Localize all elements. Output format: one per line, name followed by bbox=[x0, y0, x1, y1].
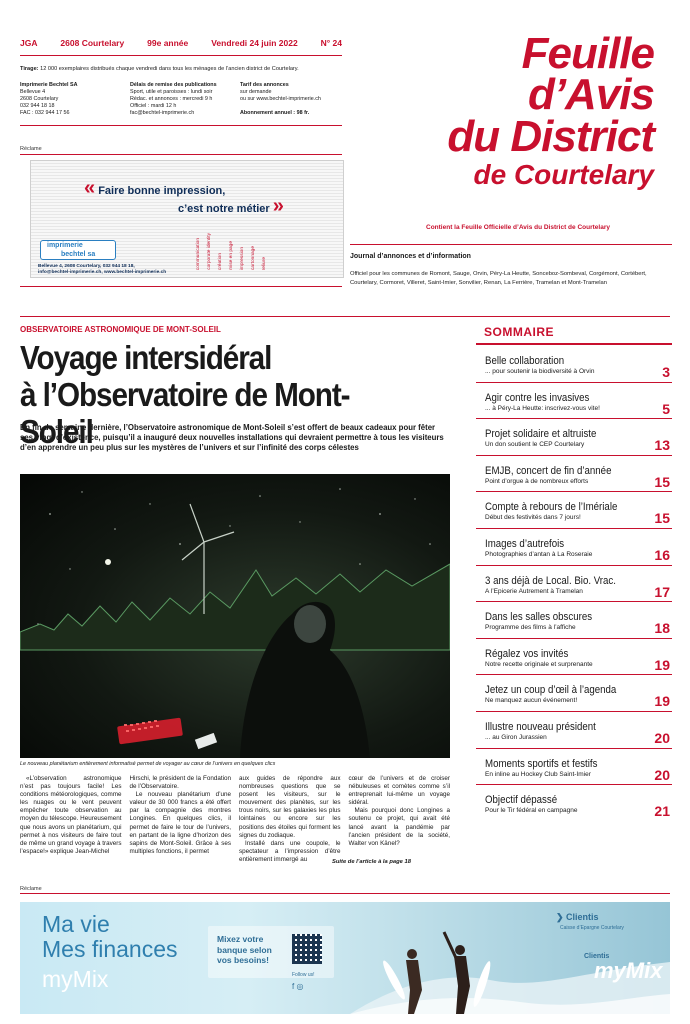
clientis-arrow-icon: ❯ bbox=[556, 912, 567, 922]
moon-icon bbox=[105, 559, 111, 565]
reclame-divider bbox=[20, 154, 342, 155]
article-paragraph: Le nouveau planétarium d’une valeur de 30 000 francs a été offert par la compagnie des montres Longines. En quelques clics, il permet de faire le tour de l’univers, en partant de la ligne d’horizon des sapins de Mont-Soleil. Grâce à ses multiples fonctions, il permet bbox=[129, 791, 231, 855]
sommaire-item[interactable]: 3 ans déjà de Local. Bio. Vrac. A l’Epicerie Autrement à Tramelan 17 bbox=[476, 566, 672, 603]
delais-line: Rédac. et annonces : mercredi 9 h bbox=[130, 96, 213, 102]
article-body bbox=[20, 775, 450, 864]
ad-bottom-divider bbox=[20, 286, 342, 287]
meta-location: 2608 Courtelary bbox=[60, 38, 125, 48]
ad-slogan-line2: c’est notre métier » bbox=[178, 195, 284, 217]
page-number: 19 bbox=[654, 656, 670, 673]
page-number: 17 bbox=[654, 583, 670, 600]
mymix-logo: myMix bbox=[594, 958, 663, 983]
article-column-4 bbox=[349, 775, 451, 864]
bechtel-logo: imprimerie bechtel sa bbox=[40, 240, 116, 260]
reclame-label-bottom: Réclame bbox=[20, 886, 42, 892]
sommaire-item[interactable]: Images d’autrefois Photographies d’antan à La Roseraie 16 bbox=[476, 529, 672, 566]
sommaire-item[interactable]: Objectif dépassé Pour le Tir fédéral en campagne 21 bbox=[485, 794, 670, 820]
issue-meta-bar bbox=[20, 38, 342, 56]
page-number: 21 bbox=[654, 803, 670, 820]
article-paragraph: cœur de l’univers et de croiser nébuleuses et comètes comme s’il entreprenait lui-même un voyage sidéral. bbox=[348, 775, 450, 807]
article-paragraph: Installé dans une coupole, le spectateur a l’impression d’être entièrement immergé au bbox=[239, 839, 341, 863]
page-number: 13 bbox=[654, 437, 670, 454]
article-paragraph: Hirschi, le président de la Fondation de l’Observatoire. bbox=[129, 775, 231, 791]
sommaire-item[interactable]: Compte à rebours de l’Imériale Début des festivités dans 7 jours! 15 bbox=[476, 492, 672, 529]
masthead-divider bbox=[350, 244, 672, 245]
masthead-line1: Feuille bbox=[521, 29, 654, 78]
sommaire-item[interactable]: Agir contre les invasives ... à Péry-La Heutte: inscrivez-vous vite! 5 bbox=[476, 383, 672, 420]
article-kicker: OBSERVATOIRE ASTRONOMIQUE DE MONT-SOLEIL bbox=[20, 325, 221, 334]
newspaper-masthead[interactable] bbox=[447, 29, 654, 190]
service-label: reliure bbox=[262, 256, 267, 270]
journal-tagline: Journal d’annonces et d’information bbox=[350, 253, 471, 260]
tarif-block bbox=[240, 82, 342, 117]
service-label: mise en page bbox=[229, 241, 234, 270]
delais-email[interactable]: fac@bechtel-imprimerie.ch bbox=[130, 110, 195, 116]
planetarium-photo bbox=[20, 474, 450, 758]
sommaire-item[interactable]: Belle collaboration ... pour soutenir la biodiversité à Orvin 3 bbox=[476, 346, 672, 383]
planetarium-illustration bbox=[20, 474, 450, 758]
publisher-info bbox=[20, 82, 342, 117]
ad-product-name: myMix bbox=[42, 966, 109, 992]
page-number: 3 bbox=[662, 364, 670, 380]
bottom-divider bbox=[20, 893, 670, 894]
sommaire-rule bbox=[476, 343, 672, 345]
social-icons[interactable]: f ◎ bbox=[292, 982, 304, 991]
imprimerie-line: Bellevue 4 bbox=[20, 89, 46, 95]
sommaire-title: SOMMAIRE bbox=[484, 325, 554, 339]
tarif-line: sur demande bbox=[240, 89, 272, 95]
circulation-note bbox=[20, 66, 342, 73]
quote-open-glyph: « bbox=[84, 177, 96, 199]
article-paragraph: aux guides de répondre aux nombreuses questions que se posent les visiteurs, sur le mouvement des planètes, sur les trous noirs, sur les galaxies les plus lointaines ou encore sur les positions des étoiles qui forment les signes du zodiaque. bbox=[239, 775, 341, 839]
section-divider bbox=[20, 316, 670, 317]
sommaire-item[interactable]: Illustre nouveau président ... au Giron Jurassien 20 bbox=[476, 712, 672, 749]
ad-callout-text: Mixez votre banque selon vos besoins! bbox=[217, 934, 272, 965]
page-number: 20 bbox=[654, 766, 670, 783]
abonnement-line: Abonnement annuel : 98 fr. bbox=[240, 110, 310, 116]
continued-link[interactable]: Suite de l’article à la page 18 bbox=[332, 859, 411, 865]
delais-line: Sport, utile et paroisses : lundi soir bbox=[130, 89, 213, 95]
ad-address: Bellevue 4, 2608 Courtelary, 032 944 18 18, info@bechtel-imprimerie.ch, www.bechtel-imprimerie.ch bbox=[38, 264, 167, 275]
sommaire-item[interactable]: Jetez un coup d’œil à l’agenda Ne manquez aucun événement! 19 bbox=[476, 675, 672, 712]
service-label: cartonnage bbox=[251, 245, 256, 270]
page-number: 16 bbox=[654, 546, 670, 563]
delais-title: Délais de remise des publications bbox=[130, 82, 217, 88]
page-number: 18 bbox=[654, 620, 670, 637]
clientis-small-logo: Clientis bbox=[584, 953, 610, 960]
reclame-label-top: Réclame bbox=[20, 146, 42, 152]
tarif-link[interactable]: ou sur www.bechtel-imprimerie.ch bbox=[240, 96, 321, 102]
sommaire-list bbox=[476, 346, 672, 822]
sommaire-item[interactable]: Régalez vos invités Notre recette originale et surprenante 19 bbox=[476, 639, 672, 676]
service-label: communication bbox=[196, 237, 201, 270]
masthead-line2: d’Avis bbox=[527, 70, 654, 119]
imprimerie-line: FAC : 032 944 17 56 bbox=[20, 110, 70, 116]
meta-code: JGA bbox=[20, 38, 38, 48]
meta-year: 99e année bbox=[147, 38, 189, 48]
ad-slogan-line1: « Faire bonne impression, bbox=[84, 177, 226, 199]
article-lede: En fin de semaine dernière, l’Observatoire astronomique de Mont-Soleil s’est offert de beaux cadeaux pour fêter ses vingt d’existence, puisqu’il a inauguré deux nouvelles installations qui devraient permettre à tous les visiteurs d’en apprendre un peu plus sur les mystères de l’univers et sur l’infinité des corps célestes bbox=[20, 423, 444, 452]
page-number: 15 bbox=[654, 473, 670, 490]
imprimerie-line: 032 944 18 18 bbox=[20, 103, 55, 109]
sommaire-item[interactable]: Projet solidaire et altruiste Un don soutient le CEP Courtelary 13 bbox=[476, 419, 672, 456]
header-divider bbox=[20, 125, 342, 126]
imprimerie-block bbox=[20, 82, 122, 117]
masthead-line4: de Courtelary bbox=[473, 159, 654, 190]
tarif-title: Tarif des annonces bbox=[240, 82, 289, 88]
service-label: corporate identity bbox=[207, 233, 212, 270]
page-number: 20 bbox=[654, 729, 670, 746]
follow-label: Follow us! bbox=[292, 972, 315, 978]
masthead-subtitle: Contient la Feuille Officielle d’Avis du District de Courtelary bbox=[426, 224, 610, 231]
page-number: 5 bbox=[662, 400, 670, 417]
meta-date: Vendredi 24 juin 2022 bbox=[211, 38, 298, 48]
quote-close-glyph: » bbox=[272, 195, 284, 217]
qr-code-icon[interactable] bbox=[292, 934, 322, 964]
article-paragraph: Mais pourquoi donc Longines a soutenu ce projet, qui avait été lancé avant la pandémie par l’ancien président de la société, Walter von Känel? bbox=[348, 807, 450, 847]
clientis-subtitle: Caisse d’Epargne Courtelary bbox=[560, 925, 624, 931]
sommaire-item[interactable]: Moments sportifs et festifs En inline au Hockey Club Saint-Imier 20 bbox=[476, 749, 672, 786]
article-column-1 bbox=[20, 775, 122, 864]
ad-headline: Ma vie Mes finances bbox=[42, 911, 178, 962]
meta-issue-number: N° 24 bbox=[320, 38, 342, 48]
article-headline[interactable]: Voyage intersidéral à l’Observatoire de Mont-Soleil bbox=[20, 339, 350, 450]
masthead-line3: du District bbox=[447, 112, 654, 161]
page-number: 15 bbox=[654, 510, 670, 527]
delais-block bbox=[130, 82, 232, 117]
page-number: 19 bbox=[654, 693, 670, 710]
imprimerie-line: 2608 Courtelary bbox=[20, 96, 59, 102]
photo-caption: Le nouveau planétarium entièrement informatisé permet de voyager au cœur de l’univers en quelques clics bbox=[20, 761, 276, 767]
sommaire-item[interactable]: Dans les salles obscures Programme des films à l’affiche 18 bbox=[476, 602, 672, 639]
clientis-logo: ❯ Clientis bbox=[556, 912, 599, 922]
article-column-3 bbox=[239, 775, 341, 864]
services-list bbox=[196, 214, 267, 270]
delais-line: Officiel : mardi 12 h bbox=[130, 103, 177, 109]
service-label: création bbox=[218, 252, 223, 270]
tirage-text: 12 000 exemplaires distribués chaque vendredi dans tous les ménages de l’ancien district de Courtelary. bbox=[40, 66, 299, 72]
imprimerie-title: Imprimerie Bechtel SA bbox=[20, 82, 78, 88]
service-label: impression bbox=[240, 246, 245, 270]
official-communes: Officiel pour les communes de Romont, Sauge, Orvin, Péry-La Heutte, Sonceboz-Sombeval, Corgémont, Cortébert, Courtelary, Cormoret, Villeret, Saint-Imier, Sonvilier, Renan, La Ferrière, Tramelan et Mont-Tramelan bbox=[350, 271, 647, 286]
sommaire-item[interactable]: EMJB, concert de fin d’année Point d’orgue à de nombreux efforts 15 bbox=[476, 456, 672, 493]
article-column-2 bbox=[130, 775, 232, 864]
article-paragraph: «L’observation astronomique n’est pas toujours facile! Les conditions météorologiques, comme les nuages ou le vent peuvent empêcher toute observation au moyen du télescope. Heureusement que nous avons un planétarium, qui permet à nos visiteurs de faire tout de même un grand voyage à travers l’espace!» explique Jean-Michel bbox=[20, 775, 122, 855]
tirage-label: Tirage: bbox=[20, 66, 39, 72]
